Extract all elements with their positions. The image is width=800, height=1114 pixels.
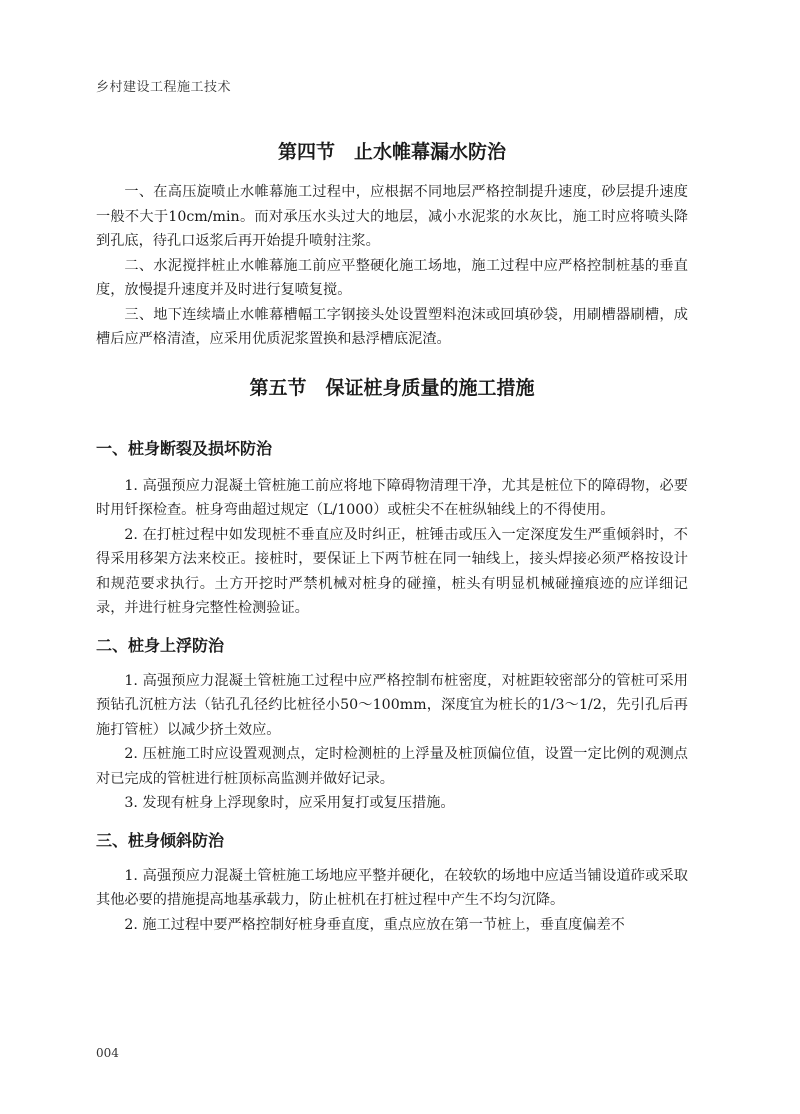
paragraph: 2. 压桩施工时应设置观测点，定时检测桩的上浮量及桩顶偏位值，设置一定比例的观测点对已完成的管桩进行桩顶标高监测并做好记录。 [96, 746, 688, 787]
subsection-title-3: 三、桩身倾斜防治 [96, 830, 225, 850]
running-header: 乡村建设工程施工技术 [96, 80, 232, 95]
page-body [96, 128, 688, 937]
section-title-5: 第五节 保证桩身质量的施工措施 [249, 376, 535, 399]
paragraph: 2. 在打桩过程中如发现桩不垂直应及时纠正，桩锤击或压入一定深度发生严重倾斜时，不得采用移架方法来校正。接桩时，要保证上下两节桩在同一轴线上，接头焊接必须严格按设计和规范要求执行。土方开挖时严禁机械对桩身的碰撞，桩头有明显机械碰撞痕迹的应详细记录，并进行桩身完整性检测验证。 [96, 526, 688, 616]
paragraph: 三、地下连续墙止水帷幕槽幅工字钢接头处设置塑料泡沫或回填砂袋，用刷槽器刷槽，成槽后应严格清渣，应采用优质泥浆置换和悬浮槽底泥渣。 [96, 306, 688, 347]
paragraph: 二、水泥搅拌桩止水帷幕施工前应平整硬化施工场地，施工过程中应严格控制桩基的垂直度，放慢提升速度并及时进行复喷复搅。 [96, 257, 688, 298]
paragraph: 1. 高强预应力混凝土管桩施工场地应平整并硬化，在较软的场地中应适当铺设道砟或采取其他必要的措施提高地基承载力，防止桩机在打桩过程中产生不均匀沉降。 [96, 867, 688, 908]
paragraph: 2. 施工过程中要严格控制好桩身垂直度，重点应放在第一节桩上，垂直度偏差不 [124, 916, 625, 933]
paragraph: 3. 发现有桩身上浮现象时，应采用复打或复压措施。 [124, 795, 455, 811]
paragraph: 一、在高压旋喷止水帷幕施工过程中，应根据不同地层严格控制提升速度，砂层提升速度一般不大于10cm/min。而对承压水头过大的地层，减小水泥浆的水灰比，施工时应将喷头降到孔底，待孔口返浆后再开始提升喷射注浆。 [96, 184, 688, 249]
subsection-title-1: 一、桩身断裂及损坏防治 [96, 438, 273, 458]
subsection-title-2: 二、桩身上浮防治 [96, 635, 225, 655]
paragraph: 1. 高强预应力混凝土管桩施工前应将地下障碍物清理干净，尤其是桩位下的障碍物，必要时用钎探检查。桩身弯曲超过规定（L/1000）或桩尖不在桩纵轴线上的不得使用。 [96, 477, 688, 518]
section-title-4: 第四节 止水帷幕漏水防治 [277, 141, 506, 163]
page-number: 004 [96, 1046, 119, 1060]
paragraph: 1. 高强预应力混凝土管桩施工过程中应严格控制布桩密度，对桩距较密部分的管桩可采用预钻孔沉桩方法（钻孔孔径约比桩径小50～100mm，深度宜为桩长的1/3～1/2，先引孔后再施打管桩）以减少挤土效应。 [96, 672, 688, 738]
